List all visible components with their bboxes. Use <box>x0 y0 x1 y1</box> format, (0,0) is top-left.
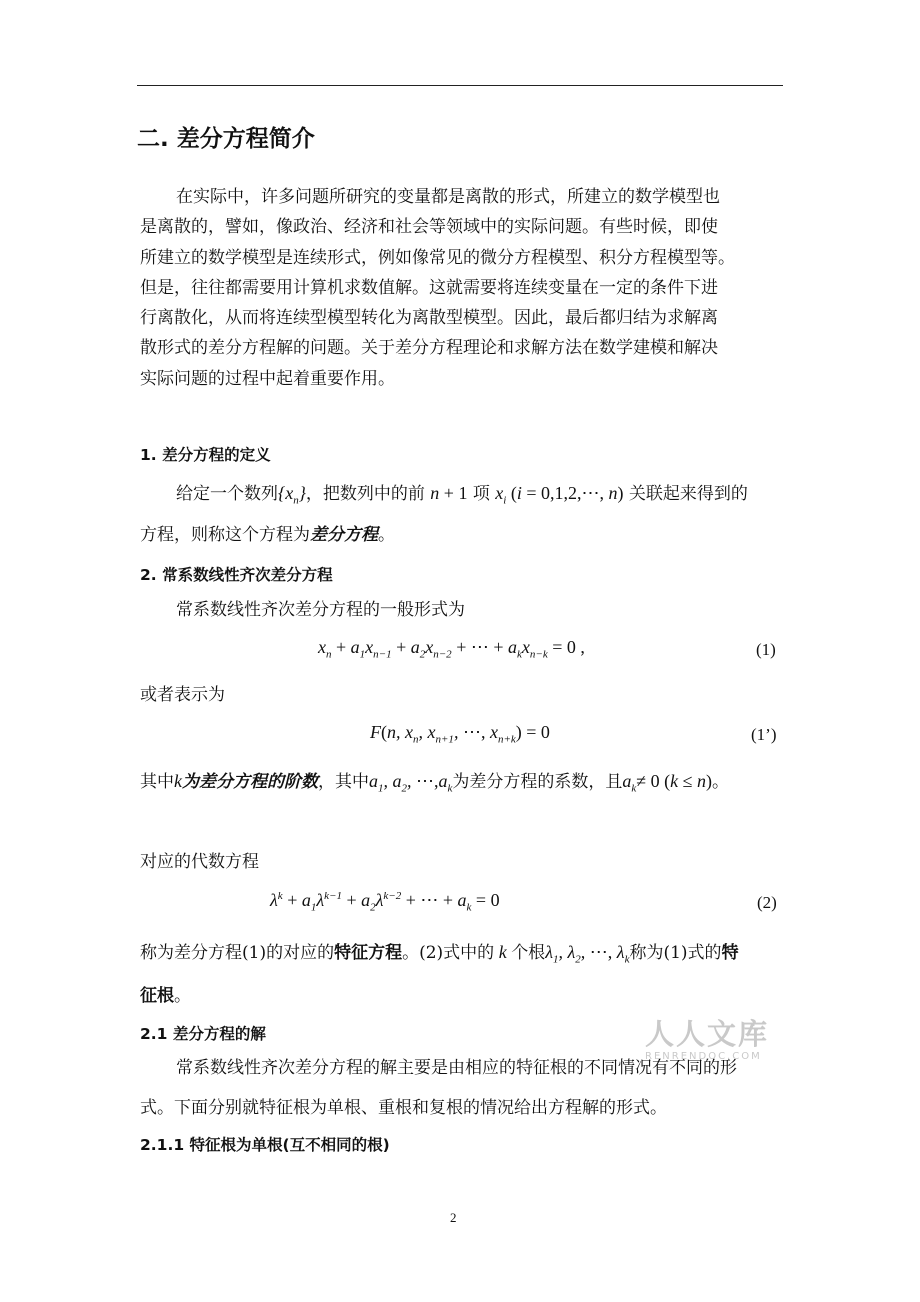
watermark-logo <box>645 1012 769 1062</box>
intro-line: 所建立的数学模型是连续形式，例如像常见的微分方程模型、积分方程模型等。 <box>140 247 735 268</box>
term-characteristic-equation: 特征方程 <box>334 943 403 963</box>
math-k: k <box>494 942 512 962</box>
intro-line: 但是，往往都需要用计算机求数值解。这就需要将连续变量在一定的条件下进 <box>140 277 718 298</box>
header-rule <box>137 85 783 86</box>
term-order: 为差分方程的阶数 <box>182 772 318 792</box>
text: 称为差分方程(1)的对应的 <box>140 943 335 963</box>
text: 项 <box>472 484 490 504</box>
equation-1-number: (1) <box>756 640 776 659</box>
term-difference-equation: 差分方程 <box>310 525 378 545</box>
general-form-lead: 常系数线性齐次差分方程的一般形式为 <box>176 600 465 620</box>
text: 为差分方程的系数，且 <box>452 772 623 792</box>
text: ，其中 <box>318 772 369 792</box>
characteristic-description-line-1 <box>140 937 739 975</box>
alternative-form-lead: 或者表示为 <box>140 685 225 705</box>
characteristic-description-line-2 <box>140 981 191 1011</box>
heading-definition: 1. 差分方程的定义 <box>140 446 271 464</box>
math-n-plus-1: n <box>430 483 440 503</box>
definition-line-2 <box>140 520 395 550</box>
solution-line-1: 常系数线性齐次差分方程的解主要是由相应的特征根的不同情况有不同的形 <box>176 1058 737 1078</box>
text: 。 <box>378 525 395 545</box>
term-characteristic-root-part: 征根 <box>140 986 174 1006</box>
intro-line: 散形式的差分方程解的问题。关于差分方程理论和求解方法在数学建模和解决 <box>140 338 718 359</box>
equation-2: $\lambda^k + a_1\lambda^{k-1} + a_2\lambda^{k-2}$ + ⋯ + $a_k = 0$ <box>270 890 500 914</box>
algebraic-equation-lead: 对应的代数方程 <box>140 852 259 872</box>
section-title: 二. 差分方程简介 <box>137 126 315 152</box>
intro-line: 是离散的，譬如，像政治、经济和社会等领域中的实际问题。有些时候，即使 <box>140 217 718 238</box>
math-index-range: (i = 0,1,2,⋯, n) <box>510 483 624 503</box>
text: 其中 <box>140 772 174 792</box>
intro-line: 在实际中，许多问题所研究的变量都是离散的形式，所建立的数学模型也 <box>176 187 720 207</box>
math-sequence: $\{x_n\}$ <box>278 483 306 507</box>
solution-line-2: 式。下面分别就特征根为单根、重根和复根的情况给出方程解的形式。 <box>140 1098 667 1118</box>
watermark-text: 人人文库 <box>645 1017 770 1051</box>
text: 个根 <box>511 943 546 963</box>
text: 。 <box>174 986 191 1006</box>
heading-single-roots: 2.1.1 特征根为单根(互不相同的根) <box>140 1136 390 1154</box>
order-description <box>140 766 729 804</box>
text: 关联起来得到的 <box>628 484 748 504</box>
math-plus-one: + 1 <box>439 483 468 503</box>
equation-1: $x_n + a_1x_{n-1} + a_2x_{n-2}$ + ⋯ + $a_kx_{n-k} = 0$ , <box>318 637 585 661</box>
heading-linear-homogeneous: 2. 常系数线性齐次差分方程 <box>140 566 333 584</box>
math-roots: $\lambda_1$, $\lambda_2$, ⋯, $\lambda_k$ <box>545 942 630 966</box>
text: 给定一个数列 <box>176 484 278 504</box>
page-number: 2 <box>450 1210 457 1225</box>
watermark-subtext: RENRENDOC.COM <box>645 1051 762 1062</box>
equation-2-number: (2) <box>757 893 777 912</box>
definition-line-1 <box>176 478 748 516</box>
equation-1-prime: F(n, $x_n$, $x_{n+1}$, ⋯, $x_{n+k}) = 0$ <box>370 722 550 746</box>
text: 。(2)式中的 <box>402 943 495 963</box>
math-coefficients: $a_1$, $a_2$, $\cdots,a_k$ <box>369 771 453 795</box>
math-xi: $x_i$ <box>495 483 507 507</box>
intro-line: 行离散化，从而将连续型模型转化为离散型模型。因此，最后都归结为求解离 <box>140 308 718 329</box>
math-k: k <box>174 771 182 791</box>
text: 称为(1)式的 <box>629 943 722 963</box>
heading-solution: 2.1 差分方程的解 <box>140 1025 266 1043</box>
text: 。 <box>712 772 730 792</box>
intro-paragraph <box>140 182 780 394</box>
math-nonzero-condition: $a_k\ne 0$ (k ≤ n) <box>622 771 713 795</box>
equation-1-prime-number: (1’) <box>751 725 777 744</box>
text: 方程，则称这个方程为 <box>140 525 310 545</box>
term-characteristic-root-part: 特 <box>721 943 739 963</box>
intro-line: 实际问题的过程中起着重要作用。 <box>140 368 395 389</box>
text: ，把数列中的前 <box>305 484 425 504</box>
